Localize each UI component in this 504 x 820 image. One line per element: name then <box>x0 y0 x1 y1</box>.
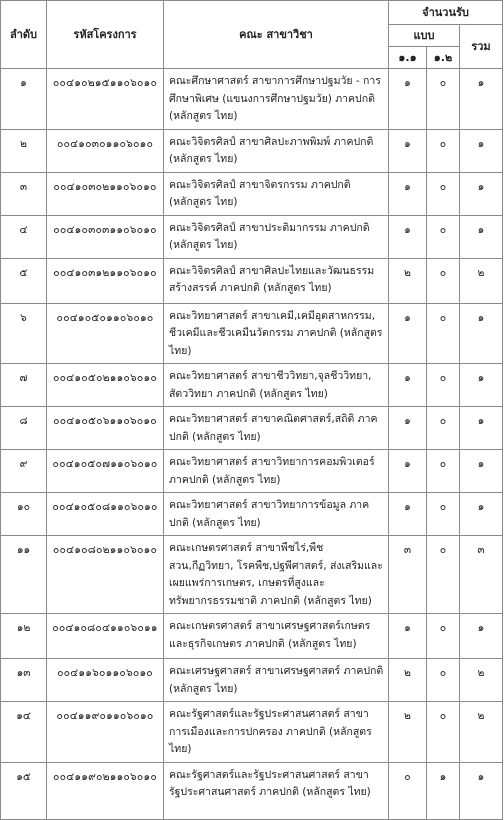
quota-type-1-2: ๐ <box>427 536 460 614</box>
project-code: ๐๐๔๑๐๒๑๕๑๑๐๖๐๑๐ <box>47 69 164 130</box>
row-number: ๒ <box>1 129 47 172</box>
project-code: ๐๐๔๑๐๘๐๒๑๑๐๖๐๑๐ <box>47 536 164 614</box>
quota-type-1-1: ๑ <box>389 215 427 258</box>
project-code: ๐๐๔๑๐๓๐๒๑๑๐๖๐๑๐ <box>47 172 164 215</box>
row-number: ๙ <box>1 450 47 493</box>
quota-type-1-2: ๐ <box>427 303 460 364</box>
project-code: ๐๐๔๑๑๖๐๑๑๐๖๐๑๐ <box>47 659 164 702</box>
row-number: ๑๑ <box>1 536 47 614</box>
row-number: ๑๕ <box>1 762 47 819</box>
row-number: ๕ <box>1 258 47 303</box>
quota-type-1-2: ๐ <box>427 129 460 172</box>
row-number: ๑๐ <box>1 493 47 536</box>
header-type: แบบ <box>389 25 460 47</box>
row-number: ๑ <box>1 69 47 130</box>
project-code: ๐๐๔๑๐๕๐๖๑๑๐๖๐๑๐ <box>47 407 164 450</box>
quota-total: ๑ <box>460 215 503 258</box>
table-row <box>1 536 503 614</box>
project-code: ๐๐๔๑๐๓๐๑๑๐๖๐๑๐ <box>47 129 164 172</box>
quota-type-1-2: ๐ <box>427 258 460 303</box>
faculty-program: คณะวิทยาศาสตร์ สาขาวิทยาการคอมพิวเตอร์ ภาคปกติ (หลักสูตร ไทย) <box>164 450 389 493</box>
faculty-program: คณะเกษตรศาสตร์ สาขาพืชไร่,พืชสวน,กีฏวิทยา, โรคพืช,ปฐพีศาสตร์, ส่งเสริมและเผยแพร่การเกษตร, เกษตรที่สูงและทรัพยากรธรรมชาติ ภาคปกติ (หลักสูตร ไทย) <box>164 536 389 614</box>
table-row <box>1 215 503 258</box>
quota-total: ๑ <box>460 364 503 407</box>
project-code: ๐๐๔๑๐๕๐๗๑๑๐๖๐๑๐ <box>47 450 164 493</box>
quota-total: ๑ <box>460 493 503 536</box>
faculty-program: คณะวิจิตรศิลป์ สาขาประติมากรรม ภาคปกติ (หลักสูตร ไทย) <box>164 215 389 258</box>
quota-type-1-1: ๑ <box>389 450 427 493</box>
quota-type-1-1: ๐ <box>389 762 427 819</box>
project-code: ๐๐๔๑๐๕๐๘๑๑๐๖๐๑๐ <box>47 493 164 536</box>
project-code: ๐๐๔๑๐๓๐๓๑๑๐๖๐๑๐ <box>47 215 164 258</box>
quota-total: ๑ <box>460 303 503 364</box>
row-number: ๖ <box>1 303 47 364</box>
header-code: รหัสโครงการ <box>47 1 164 69</box>
quota-type-1-1: ๑ <box>389 129 427 172</box>
project-code: ๐๐๔๑๐๓๑๒๑๑๐๖๐๑๐ <box>47 258 164 303</box>
quota-total: ๒ <box>460 702 503 763</box>
quota-total: ๓ <box>460 536 503 614</box>
table-row <box>1 493 503 536</box>
quota-type-1-1: ๑ <box>389 407 427 450</box>
quota-type-1-1: ๒ <box>389 258 427 303</box>
project-code: ๐๐๔๑๐๕๐๑๑๐๖๐๑๐ <box>47 303 164 364</box>
quota-type-1-2: ๐ <box>427 659 460 702</box>
table-row <box>1 129 503 172</box>
quota-type-1-2: ๐ <box>427 172 460 215</box>
row-number: ๔ <box>1 215 47 258</box>
row-number: ๑๔ <box>1 702 47 763</box>
quota-type-1-1: ๓ <box>389 536 427 614</box>
quota-type-1-2: ๐ <box>427 450 460 493</box>
project-code: ๐๐๔๑๑๙๐๒๑๑๐๖๐๑๐ <box>47 762 164 819</box>
table-row <box>1 172 503 215</box>
faculty-program: คณะวิทยาศาสตร์ สาขาคณิตศาสตร์,สถิติ ภาคปกติ (หลักสูตร ไทย) <box>164 407 389 450</box>
faculty-program: คณะศึกษาศาสตร์ สาขาการศึกษาปฐมวัย - การศึกษาพิเศษ (แขนงการศึกษาปฐมวัย) ภาคปกติ (หลักสูตร ไทย) <box>164 69 389 130</box>
quota-type-1-2: ๐ <box>427 702 460 763</box>
quota-total: ๑ <box>460 69 503 130</box>
quota-total: ๒ <box>460 659 503 702</box>
quota-type-1-1: ๑ <box>389 364 427 407</box>
faculty-program: คณะวิทยาศาสตร์ สาขาวิทยาการข้อมูล ภาคปกติ (หลักสูตร ไทย) <box>164 493 389 536</box>
quota-total: ๑ <box>460 129 503 172</box>
table-row <box>1 659 503 702</box>
quota-total: ๑ <box>460 762 503 819</box>
project-code: ๐๐๔๑๑๙๐๑๑๐๖๐๑๐ <box>47 702 164 763</box>
quota-total: ๑ <box>460 450 503 493</box>
quota-total: ๑ <box>460 172 503 215</box>
header-type-1-2: ๑.๒ <box>427 47 460 69</box>
row-number: ๘ <box>1 407 47 450</box>
quota-total: ๑ <box>460 614 503 659</box>
project-code: ๐๐๔๑๐๘๐๔๑๑๐๖๐๑๑ <box>47 614 164 659</box>
project-code: ๐๐๔๑๐๕๐๒๑๑๐๖๐๑๐ <box>47 364 164 407</box>
header-type-1-1: ๑.๑ <box>389 47 427 69</box>
table-row <box>1 407 503 450</box>
header-quota: จำนวนรับ <box>389 1 503 25</box>
quota-type-1-1: ๑ <box>389 172 427 215</box>
table-row <box>1 702 503 763</box>
faculty-program: คณะเศรษฐศาสตร์ สาขาเศรษฐศาสตร์ ภาคปกติ (หลักสูตร ไทย) <box>164 659 389 702</box>
table-row <box>1 258 503 303</box>
quota-type-1-2: ๐ <box>427 215 460 258</box>
table-row <box>1 69 503 130</box>
quota-type-1-1: ๑ <box>389 303 427 364</box>
quota-type-1-2: ๐ <box>427 614 460 659</box>
quota-type-1-1: ๒ <box>389 702 427 763</box>
faculty-program: คณะวิจิตรศิลป์ สาขาศิลปะภาพพิมพ์ ภาคปกติ (หลักสูตร ไทย) <box>164 129 389 172</box>
header-faculty: คณะ สาขาวิชา <box>164 1 389 69</box>
faculty-program: คณะวิจิตรศิลป์ สาขาจิตรกรรม ภาคปกติ (หลักสูตร ไทย) <box>164 172 389 215</box>
row-number: ๗ <box>1 364 47 407</box>
table-row <box>1 364 503 407</box>
faculty-program: คณะเกษตรศาสตร์ สาขาเศรษฐศาสตร์เกษตรและธุรกิจเกษตร ภาคปกติ (หลักสูตร ไทย) <box>164 614 389 659</box>
row-number: ๑๒ <box>1 614 47 659</box>
table-row <box>1 614 503 659</box>
quota-type-1-1: ๒ <box>389 659 427 702</box>
quota-total: ๑ <box>460 407 503 450</box>
faculty-program: คณะรัฐศาสตร์และรัฐประศาสนศาสตร์ สาขารัฐประศาสนศาสตร์ ภาคปกติ (หลักสูตร ไทย) <box>164 762 389 819</box>
table-row <box>1 450 503 493</box>
table-row <box>1 303 503 364</box>
table-row <box>1 762 503 819</box>
quota-type-1-1: ๑ <box>389 614 427 659</box>
faculty-program: คณะวิทยาศาสตร์ สาขาเคมี,เคมีอุตสาหกรรม, ชีวเคมีและชีวเคมีนวัตกรรม ภาคปกติ (หลักสูตร ไทย) <box>164 303 389 364</box>
quota-type-1-2: ๐ <box>427 69 460 130</box>
row-number: ๑๓ <box>1 659 47 702</box>
quota-type-1-2: ๑ <box>427 762 460 819</box>
quota-type-1-1: ๑ <box>389 69 427 130</box>
faculty-program: คณะวิทยาศาสตร์ สาขาชีววิทยา,จุลชีววิทยา, สัตววิทยา ภาคปกติ (หลักสูตร ไทย) <box>164 364 389 407</box>
table-body <box>1 69 503 820</box>
row-number: ๓ <box>1 172 47 215</box>
quota-type-1-1: ๑ <box>389 493 427 536</box>
header-no: ลำดับ <box>1 1 47 69</box>
faculty-program: คณะรัฐศาสตร์และรัฐประศาสนศาสตร์ สาขาการเมืองและการปกครอง ภาคปกติ (หลักสูตร ไทย) <box>164 702 389 763</box>
quota-type-1-2: ๐ <box>427 364 460 407</box>
quota-type-1-2: ๐ <box>427 407 460 450</box>
quota-type-1-2: ๐ <box>427 493 460 536</box>
faculty-program: คณะวิจิตรศิลป์ สาขาศิลปะไทยและวัฒนธรรมสร้างสรรค์ ภาคปกติ (หลักสูตร ไทย) <box>164 258 389 303</box>
quota-total: ๒ <box>460 258 503 303</box>
header-total: รวม <box>460 25 503 69</box>
